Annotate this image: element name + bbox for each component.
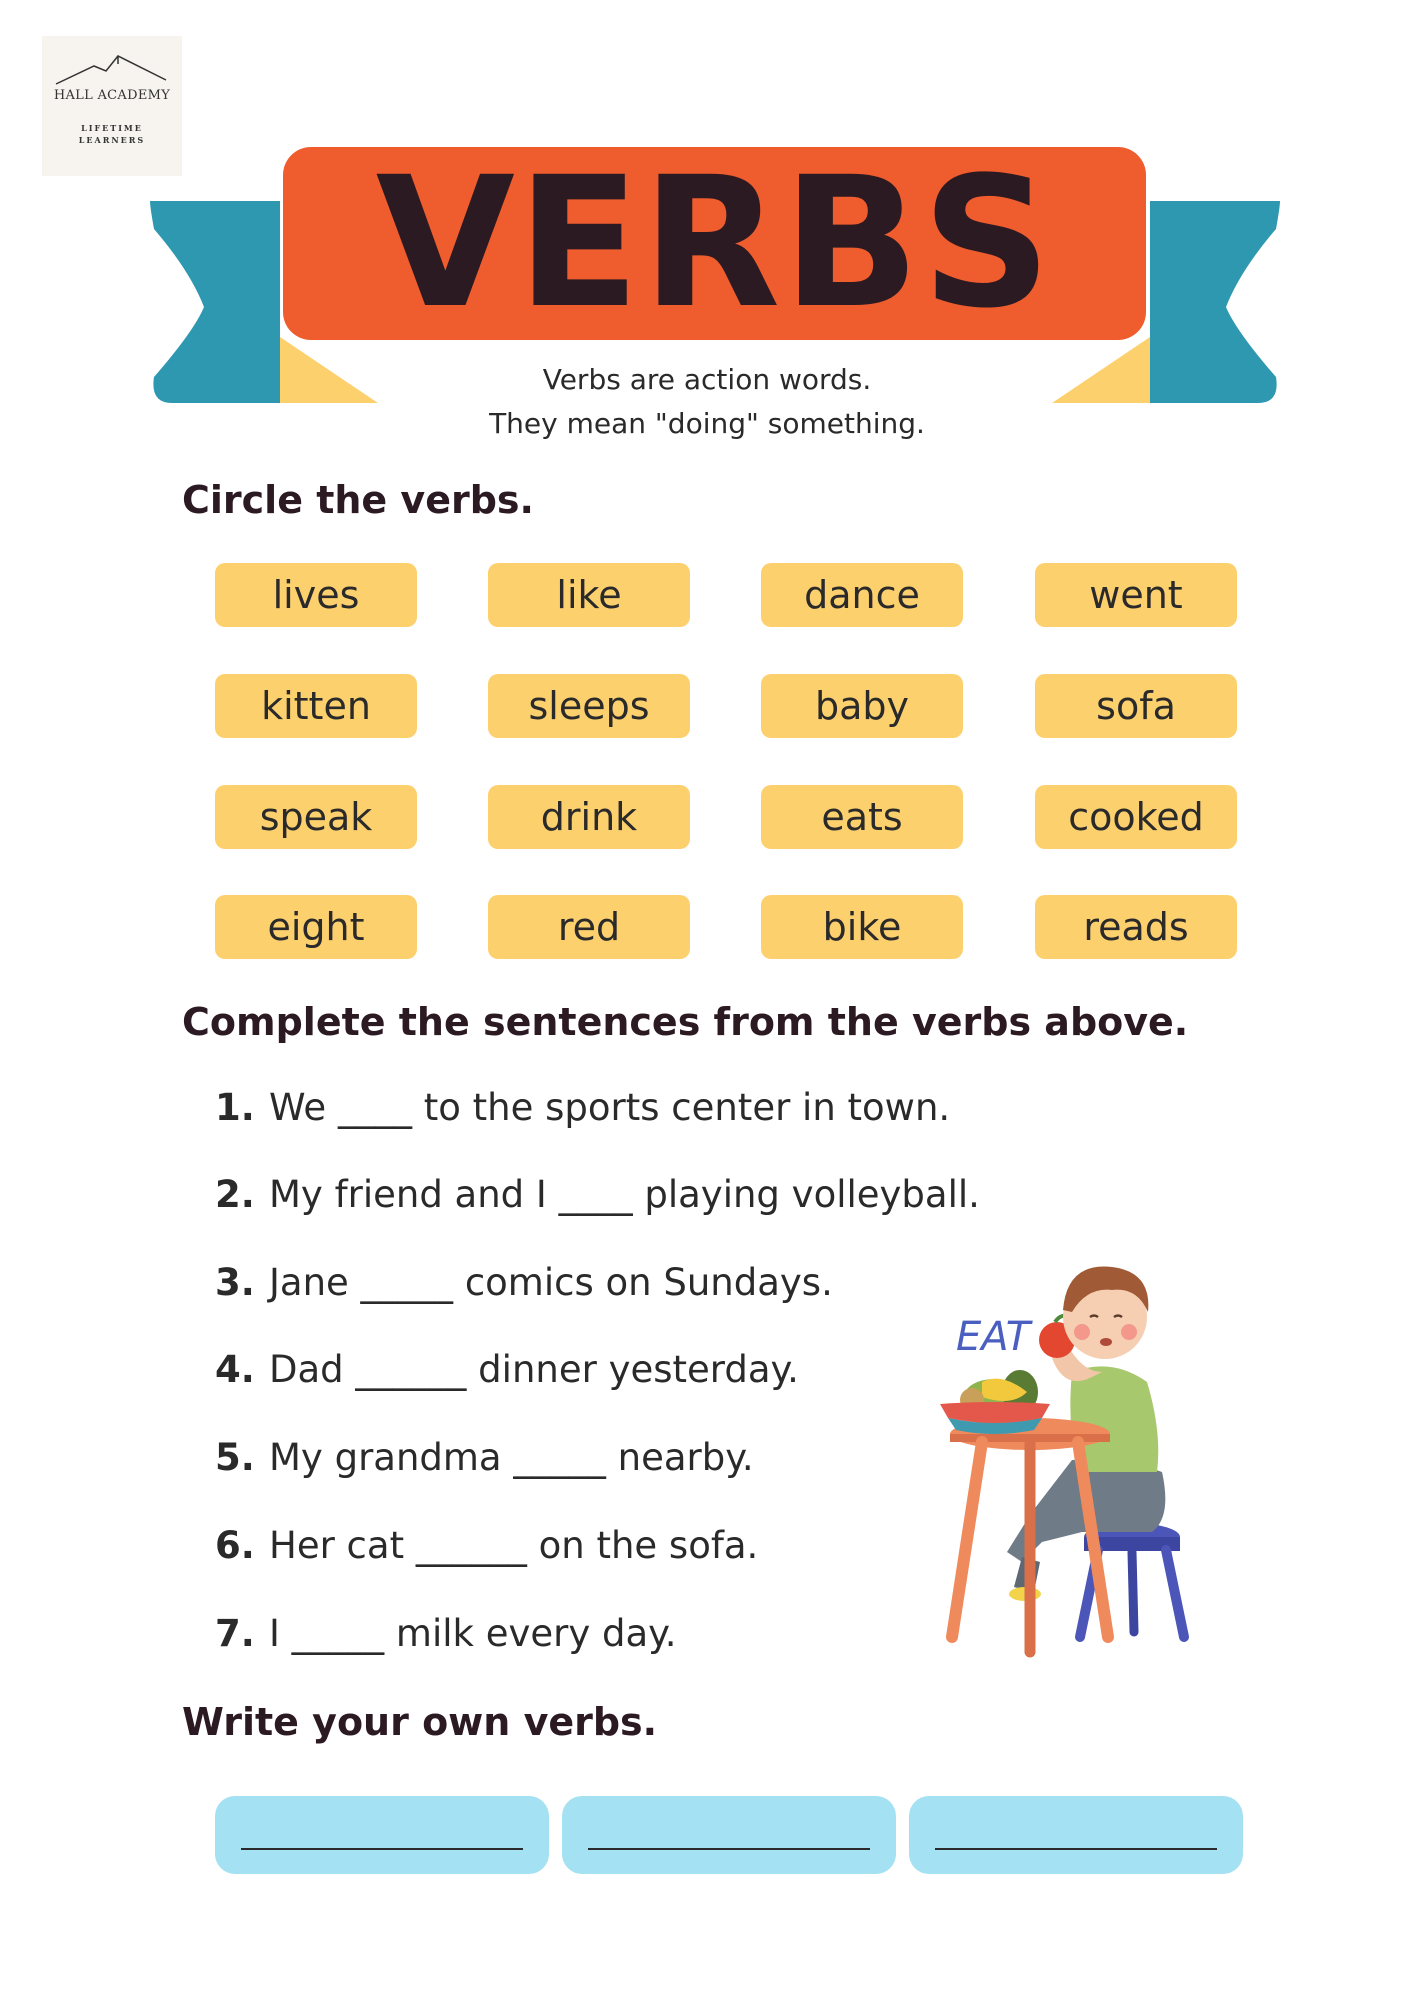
sentence-item xyxy=(215,1255,833,1311)
word-chip[interactable]: eats xyxy=(761,785,963,849)
word-chip[interactable]: lives xyxy=(215,563,417,627)
word-chip[interactable]: reads xyxy=(1035,895,1237,959)
word-chip[interactable]: sleeps xyxy=(488,674,690,738)
word-chip[interactable]: drink xyxy=(488,785,690,849)
section-heading-write: Write your own verbs. xyxy=(182,1700,658,1744)
word-chip[interactable]: cooked xyxy=(1035,785,1237,849)
section-heading-circle: Circle the verbs. xyxy=(182,478,534,522)
sentence-text: My friend and I ____ playing volleyball. xyxy=(269,1173,980,1216)
sentence-number: 1. xyxy=(215,1086,255,1129)
logo-name: HALL ACADEMY xyxy=(53,88,171,103)
sentence-number: 3. xyxy=(215,1261,255,1304)
answer-line xyxy=(588,1848,870,1850)
intro-text xyxy=(0,358,1414,446)
eat-label: EAT xyxy=(956,1314,1031,1360)
house-roof-icon xyxy=(54,54,170,88)
sentence-item xyxy=(215,1342,799,1398)
word-chip[interactable]: dance xyxy=(761,563,963,627)
page-title: VERBS xyxy=(375,139,1054,348)
logo-tagline-line2: LEARNERS xyxy=(78,135,146,145)
boy-eating-illustration xyxy=(922,1232,1212,1672)
word-chip[interactable]: bike xyxy=(761,895,963,959)
sentence-text: We ____ to the sports center in town. xyxy=(269,1086,951,1129)
word-chip[interactable]: red xyxy=(488,895,690,959)
sentence-item xyxy=(215,1430,754,1486)
sentence-number: 2. xyxy=(215,1173,255,1216)
intro-line-1: Verbs are action words. xyxy=(542,363,872,396)
sentence-number: 4. xyxy=(215,1348,255,1391)
intro-line-2: They mean "doing" something. xyxy=(489,407,925,440)
sentence-item xyxy=(215,1606,677,1662)
sentence-text: My grandma _____ nearby. xyxy=(269,1436,754,1479)
word-chip[interactable]: speak xyxy=(215,785,417,849)
logo-tagline xyxy=(42,122,182,146)
section-heading-complete: Complete the sentences from the verbs above. xyxy=(182,1000,1189,1044)
sentence-item xyxy=(215,1518,758,1574)
word-chip[interactable]: went xyxy=(1035,563,1237,627)
sentence-number: 7. xyxy=(215,1612,255,1655)
answer-line xyxy=(935,1848,1217,1850)
sentence-text: Dad ______ dinner yesterday. xyxy=(269,1348,799,1391)
answer-box[interactable] xyxy=(562,1796,896,1874)
word-chip[interactable]: kitten xyxy=(215,674,417,738)
answer-box[interactable] xyxy=(909,1796,1243,1874)
sentence-number: 6. xyxy=(215,1524,255,1567)
sentence-text: Her cat ______ on the sofa. xyxy=(269,1524,759,1567)
word-chip[interactable]: eight xyxy=(215,895,417,959)
word-chip[interactable]: baby xyxy=(761,674,963,738)
logo-tagline-line1: LIFETIME xyxy=(81,123,143,133)
word-chip[interactable]: like xyxy=(488,563,690,627)
word-chip[interactable]: sofa xyxy=(1035,674,1237,738)
answer-box[interactable] xyxy=(215,1796,549,1874)
sentence-item xyxy=(215,1167,980,1223)
sentence-text: Jane _____ comics on Sundays. xyxy=(269,1261,833,1304)
sentence-item xyxy=(215,1080,950,1136)
sentence-number: 5. xyxy=(215,1436,255,1479)
sentence-text: I _____ milk every day. xyxy=(269,1612,677,1655)
answer-line xyxy=(241,1848,523,1850)
